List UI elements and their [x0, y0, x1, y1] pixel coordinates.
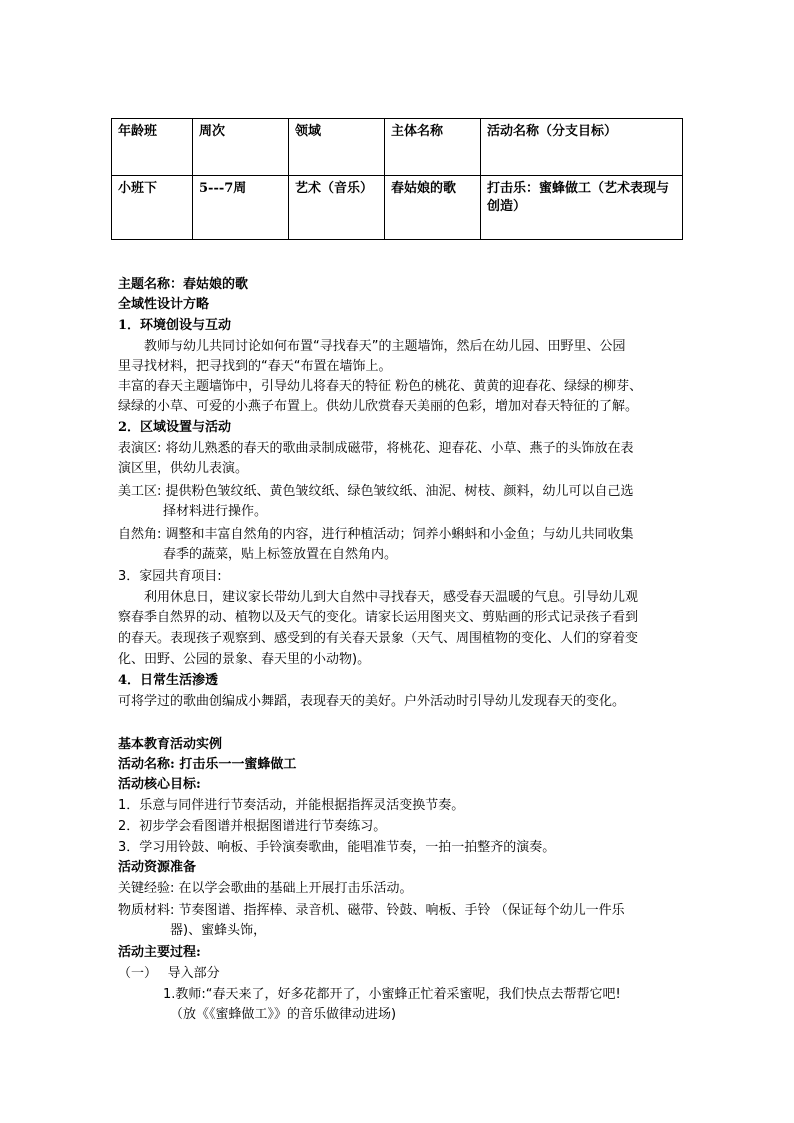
paragraph-line: 器)、蜜蜂头饰，	[170, 923, 267, 938]
table-header-cell: 主体名称	[385, 119, 481, 176]
table-cell: 艺术（音乐）	[289, 176, 385, 240]
table-cell: 春姑娘的歌	[385, 176, 481, 240]
section-heading: 2．区域设置与活动	[118, 420, 232, 435]
paragraph-line: 演区里，供幼儿表演。	[118, 461, 249, 476]
table-header-cell: 年龄班	[112, 119, 193, 176]
paragraph-line: 表演区: 将幼儿熟悉的春天的歌曲录制成磁带，将桃花、迎春花、小草、燕子的头饰放在表	[118, 441, 634, 456]
paragraph-line: 察春季自然界的动、植物以及天气的变化。请家长运用图夹文、剪贴画的形式记录孩子看到	[118, 610, 639, 625]
paragraph-line: 化、田野、公园的景象、春天里的小动物)。	[118, 652, 371, 667]
paragraph-line: 的春天。表现孩子观察到、感受到的有关春天景象（天气、周围植物的变化、人们的穿着变	[118, 631, 639, 646]
section-heading: 基本教育活动实例	[118, 737, 223, 752]
activity-name: 活动名称: 打击乐一一蜜蜂做工	[118, 757, 297, 772]
paragraph-line: 1.教师:“春天来了，好多花都开了，小蜜蜂正忙着采蜜呢，我们快点去帮帮它吧!	[163, 987, 621, 1002]
paragraph-line: 教师与幼儿共同讨论如何布置“寻找春天”的主题墙饰，然后在幼儿园、田野里、公园	[144, 339, 626, 354]
list-item: 1．乐意与同伴进行节奏活动，并能根据指挥灵活变换节奏。	[118, 798, 465, 813]
theme-title: 主题名称：春姑娘的歌	[118, 277, 249, 292]
paragraph-line: 美工区: 提供粉色皱纹纸、黄色皱纹纸、绿色皱纹纸、油泥、树枝、颜料，幼儿可以自己选	[118, 484, 634, 499]
paragraph-line: 绿绿的小草、可爱的小燕子布置上。供幼儿欣赏春天美丽的色彩，增加对春天特征的了解。	[118, 399, 639, 414]
table-header-cell: 周次	[193, 119, 289, 176]
paragraph-line: 自然角: 调整和丰富自然角的内容，进行种植活动；饲养小蝌蚪和小金鱼；与幼儿共同收集	[118, 527, 634, 542]
paragraph-line: 春季的蔬菜，贴上标签放置在自然角内。	[163, 547, 398, 562]
table-cell: 5---7周	[193, 176, 289, 240]
list-item: 3．学习用铃鼓、响板、手铃演奏歌曲，能唱准节奏，一拍一拍整齐的演奏。	[118, 840, 556, 855]
table-header-cell: 领域	[289, 119, 385, 176]
table-cell: 小班下	[112, 176, 193, 240]
table-header-row	[112, 119, 683, 176]
paragraph-line: 丰富的春天主题墙饰中，引导幼儿将春天的特征 粉色的桃花、黄黄的迎春花、绿绿的柳芽、	[118, 379, 643, 394]
section-heading: 3．家园共育项目:	[118, 569, 222, 584]
section-heading: 全域性设计方略	[118, 297, 210, 312]
paragraph-line: 里寻找材料，把寻找到的“春天“布置在墙饰上。	[118, 359, 392, 374]
paragraph-line: 择材料进行操作。	[163, 504, 268, 519]
paragraph-line: 关键经验: 在以学会歌曲的基础上开展打击乐活动。	[118, 881, 413, 896]
section-heading: 4．日常生活渗透	[118, 673, 219, 688]
table-header-cell: 活动名称（分支目标）	[481, 119, 683, 176]
section-heading: 活动核心目标:	[118, 777, 201, 792]
paragraph-line: 物质材料: 节奏图谱、指挥棒、录音机、磁带、铃鼓、响板、手铃 （保证每个幼儿一件乐	[118, 903, 625, 918]
section-heading: 活动主要过程:	[118, 945, 201, 960]
section-heading: 1．环境创设与互动	[118, 318, 232, 333]
table-cell: 打击乐：蜜蜂做工（艺术表现与创造）	[481, 176, 683, 240]
paragraph-line: 可将学过的歌曲创编成小舞蹈，表现春天的美好。户外活动时引导幼儿发现春天的变化。	[118, 694, 626, 709]
table-row	[112, 176, 683, 240]
paragraph-line: 利用休息日，建议家长带幼儿到大自然中寻找春天，感受春天温暖的气息。引导幼儿观	[144, 590, 639, 605]
info-table	[111, 118, 683, 240]
subsection-heading: （一） 导入部分	[118, 966, 220, 981]
list-item: 2．初步学会看图谱并根据图谱进行节奏练习。	[118, 819, 387, 834]
section-heading: 活动资源准备	[118, 860, 197, 875]
paragraph-line: （放《《蜜蜂做工》》的音乐做律动进场)	[170, 1007, 397, 1022]
